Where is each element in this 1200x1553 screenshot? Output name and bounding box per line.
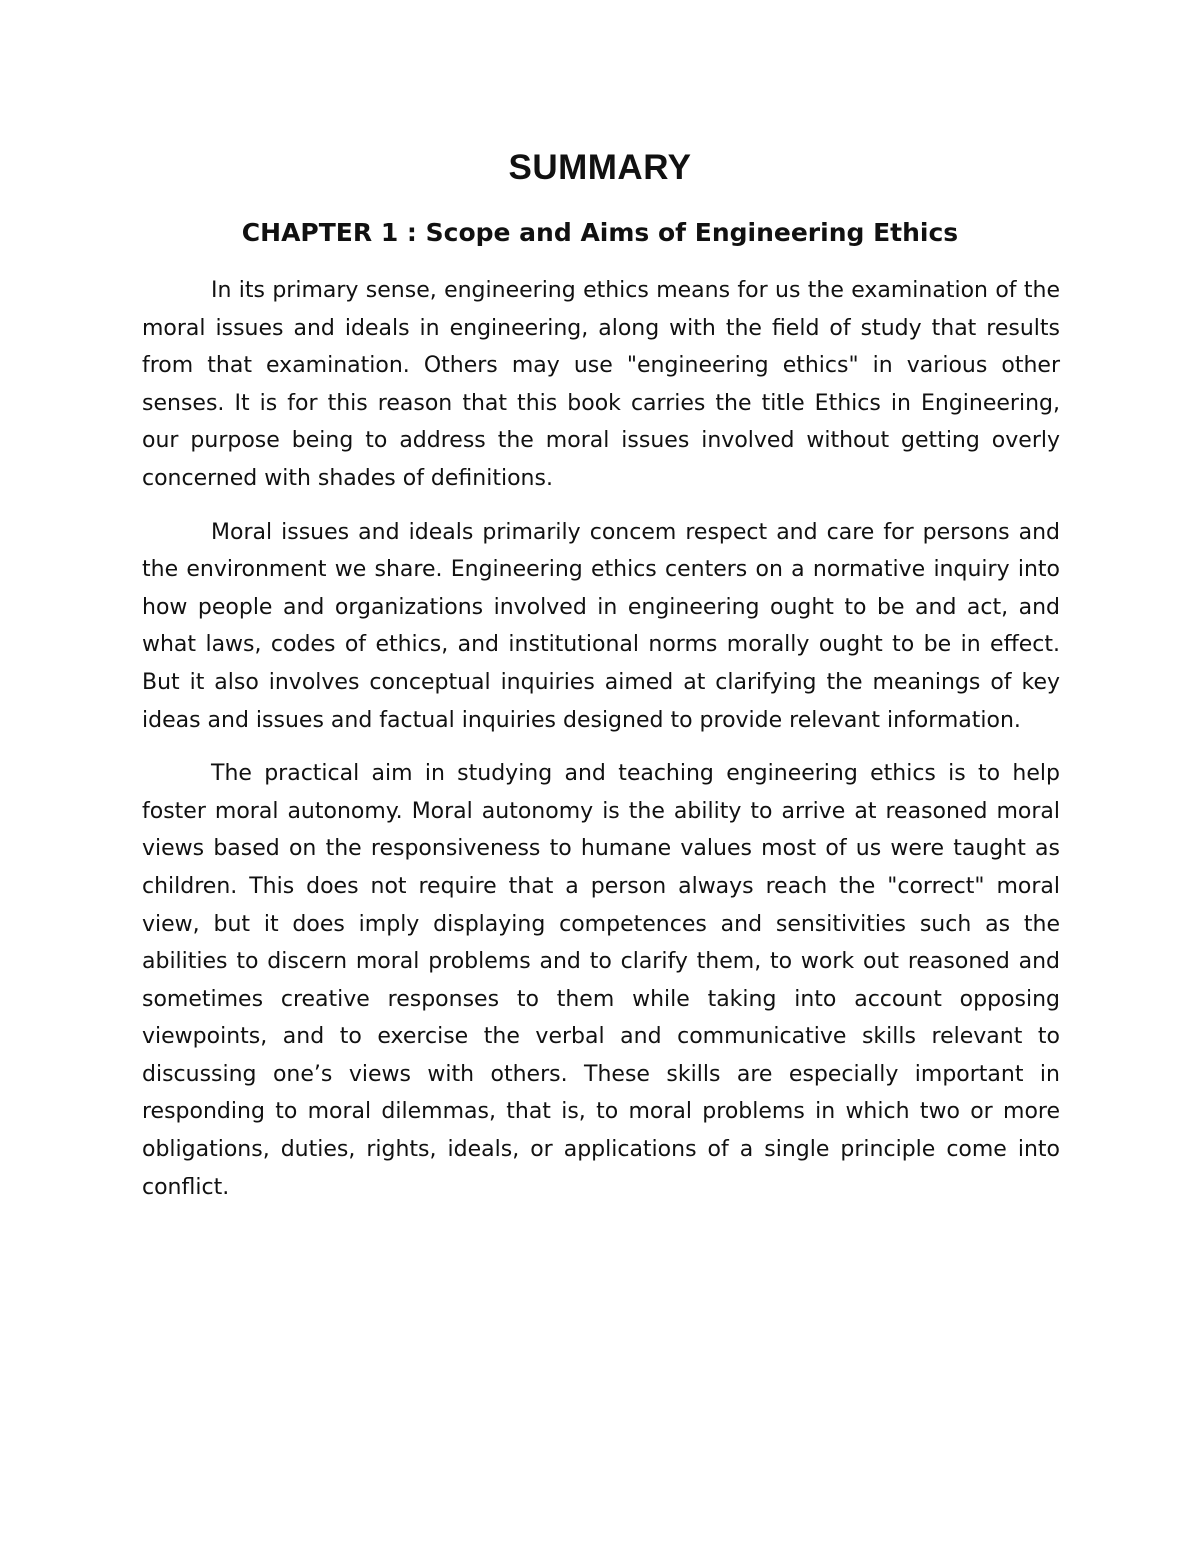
page-title: SUMMARY [508, 148, 692, 187]
chapter-heading: CHAPTER 1 : Scope and Aims of Engineering Ethics [241, 218, 959, 247]
paragraph-3: The practical aim in studying and teaching engineering ethics is to help foster moral autonomy. Moral autonomy is the ability to arrive at reasoned moral views based on the responsiveness to humane values most of us were taught as children. This does not require that a person always reach the "correct" moral view, but it does imply displaying competences and sensitivities such as the abilities to discern moral problems and to clarify them, to work out reasoned and sometimes creative responses to them while taking into account opposing viewpoints, and to exercise the verbal and communicative skills relevant to discussing one’s views with others. These skills are especially important in responding to moral dilemmas, that is, to moral problems in which two or more obligations, duties, rights, ideals, or applications of a single principle come into conflict. [142, 761, 1060, 1200]
paragraph-2: Moral issues and ideals primarily concem respect and care for persons and the environment we share. Engineering ethics centers on a normative inquiry into how people and organizations involved in engineering ought to be and act, and what laws, codes of ethics, and institutional norms morally ought to be in effect. But it also involves conceptual inquiries aimed at clarifying the meanings of key ideas and issues and factual inquiries designed to provide relevant information. [142, 519, 1060, 733]
body-text [142, 272, 1060, 1222]
paragraph-1: In its primary sense, engineering ethics means for us the examination of the moral issues and ideals in engineering, along with the field of study that results from that examination. Others may use "engineering ethics" in various other senses. It is for this reason that this book carries the title Ethics in Engineering, our purpose being to address the moral issues involved without getting overly concerned with shades of definitions. [142, 278, 1060, 491]
